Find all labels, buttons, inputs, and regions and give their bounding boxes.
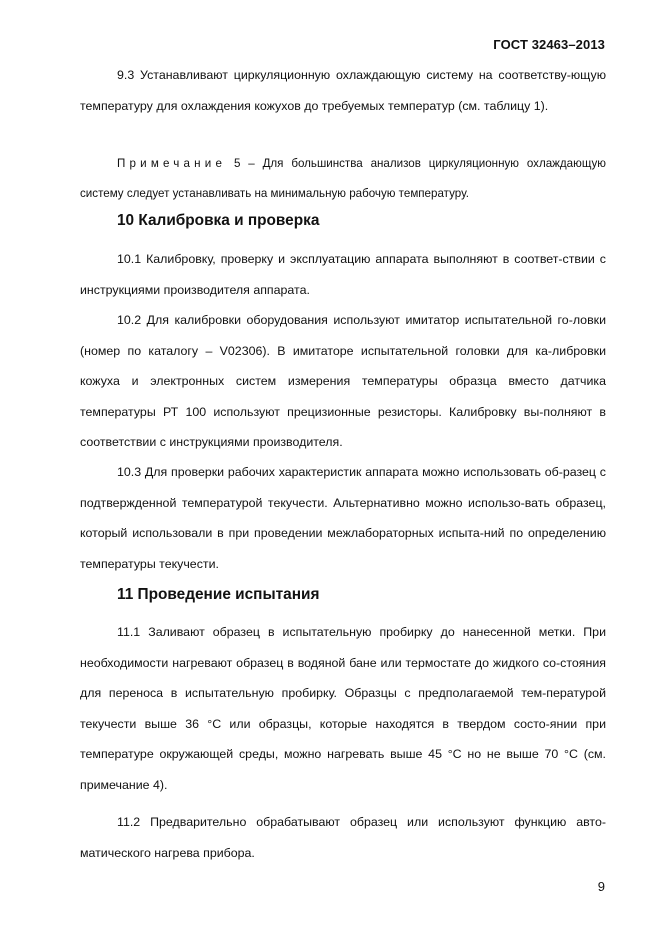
paragraph-11-1: 11.1 Заливают образец в испытательную пробирку до нанесенной метки. При необходимости нагревают образец в водяной бане или термостате до жидкого со-стояния для переноса в испытательную пробирку. Образцы с предполагаемой тем-пературой текучести выше 36 °С или образцы, которые находятся в твердом состо-янии при температуре окружающей среды, можно нагревать выше 45 °С но не выше 70 °С (см. примечание 4).: [80, 625, 606, 792]
paragraph-10-3: 10.3 Для проверки рабочих характеристик аппарата можно использовать об-разец с подтвержденной температурой текучести. Альтернативно можно использо-вать образец, который использовали в при проведении межлабораторных испыта-ний по определению температуры текучести.: [80, 465, 606, 571]
section-10-heading: 10 Калибровка и проверка: [117, 212, 320, 229]
note-label: Примечание: [117, 157, 227, 170]
section-11-heading: 11 Проведение испытания: [117, 586, 320, 603]
document-header: ГОСТ 32463–2013: [493, 37, 605, 52]
paragraph-10-2: 10.2 Для калибровки оборудования используют имитатор испытательной го-ловки (номер по каталогу – V02306). В имитаторе испытательной головки для ка-либровки кожуха и электронных систем измерения температуры образца вместо датчика температуры РТ 100 используют прецизионные резисторы. Калибровку вы-полняют в соответствии с инструкциями производителя.: [80, 313, 606, 449]
note-5: [80, 149, 606, 209]
page-number: 9: [597, 879, 605, 894]
note-text: 5 – Для большинства анализов циркуляционную охлаждающую систему следует устанавливать на минимальную рабочую температуру.: [80, 157, 606, 200]
paragraph-9-3: 9.3 Устанавливают циркуляционную охлаждающую систему на соответству-ющую температуру для охлаждения кожухов до требуемых температур (см. таблицу 1).: [80, 68, 606, 113]
paragraph-10-1: 10.1 Калибровку, проверку и эксплуатацию аппарата выполняют в соответ-ствии с инструкциями производителя аппарата.: [80, 252, 606, 297]
paragraph-11-2: 11.2 Предварительно обрабатывают образец или используют функцию авто-матического нагрева прибора.: [80, 815, 606, 860]
